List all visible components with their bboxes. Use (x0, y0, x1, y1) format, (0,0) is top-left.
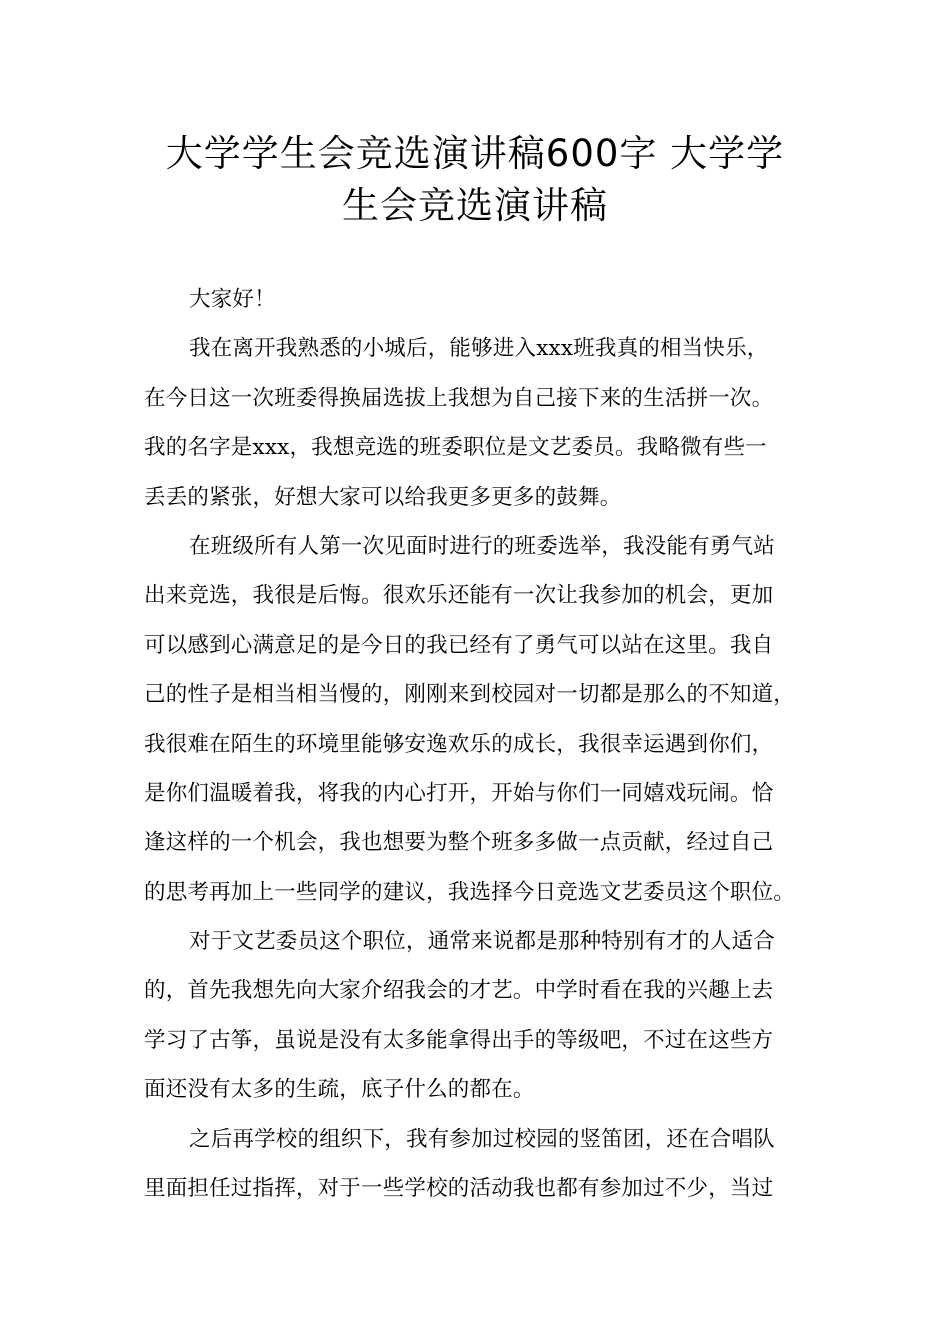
body-line: 我的名字是xxx，我想竞选的班委职位是文艺委员。我略微有些一 (144, 435, 767, 461)
body-line: 对于文艺委员这个职位，通常来说都是那种特别有才的人适合 (189, 929, 775, 955)
body-line: 里面担任过指挥，对于一些学校的活动我也都有参加过不少，当过 (144, 1176, 774, 1202)
body-line: 丢丢的紧张，好想大家可以给我更多更多的鼓舞。 (144, 484, 622, 510)
body-line: 我很难在陌生的环境里能够安逸欢乐的成长，我很幸运遇到你们， (144, 731, 774, 757)
document-body (144, 275, 820, 1213)
body-line: 的思考再加上一些同学的建议，我选择今日竞选文艺委员这个职位。 (144, 879, 796, 905)
body-line: 面还没有太多的生疏，底子什么的都在。 (144, 1077, 535, 1103)
body-line: 是你们温暖着我，将我的内心打开，开始与你们一同嬉戏玩闹。恰 (144, 780, 774, 806)
body-line: 出来竞选，我很是后悔。很欢乐还能有一次让我参加的机会，更加 (144, 583, 774, 609)
body-line: 我在离开我熟悉的小城后，能够进入xxx班我真的相当快乐， (189, 336, 769, 362)
body-line: 大家好！ (189, 287, 276, 312)
body-line: 之后再学校的组织下，我有参加过校园的竖笛团，还在合唱队 (189, 1126, 775, 1152)
title-line-2: 生会竞选演讲稿 (342, 184, 608, 227)
body-line: 在班级所有人第一次见面时进行的班委选举，我没能有勇气站 (189, 533, 775, 559)
title-line-1: 大学学生会竞选演讲稿600字 大学学 (165, 132, 785, 175)
body-line: 己的性子是相当相当慢的，刚刚来到校园对一切都是那么的不知道， (144, 682, 796, 708)
body-line: 逢这样的一个机会，我也想要为整个班多多做一点贡献，经过自己 (144, 830, 774, 856)
body-line: 学习了古筝，虽说是没有太多能拿得出手的等级吧，不过在这些方 (144, 1027, 774, 1053)
body-line: 的，首先我想先向大家介绍我会的才艺。中学时看在我的兴趣上去 (144, 978, 774, 1004)
body-line: 可以感到心满意足的是今日的我已经有了勇气可以站在这里。我自 (144, 632, 774, 658)
body-line: 在今日这一次班委得换届选拔上我想为自己接下来的生活拼一次。 (144, 385, 774, 411)
document-title (120, 128, 830, 232)
